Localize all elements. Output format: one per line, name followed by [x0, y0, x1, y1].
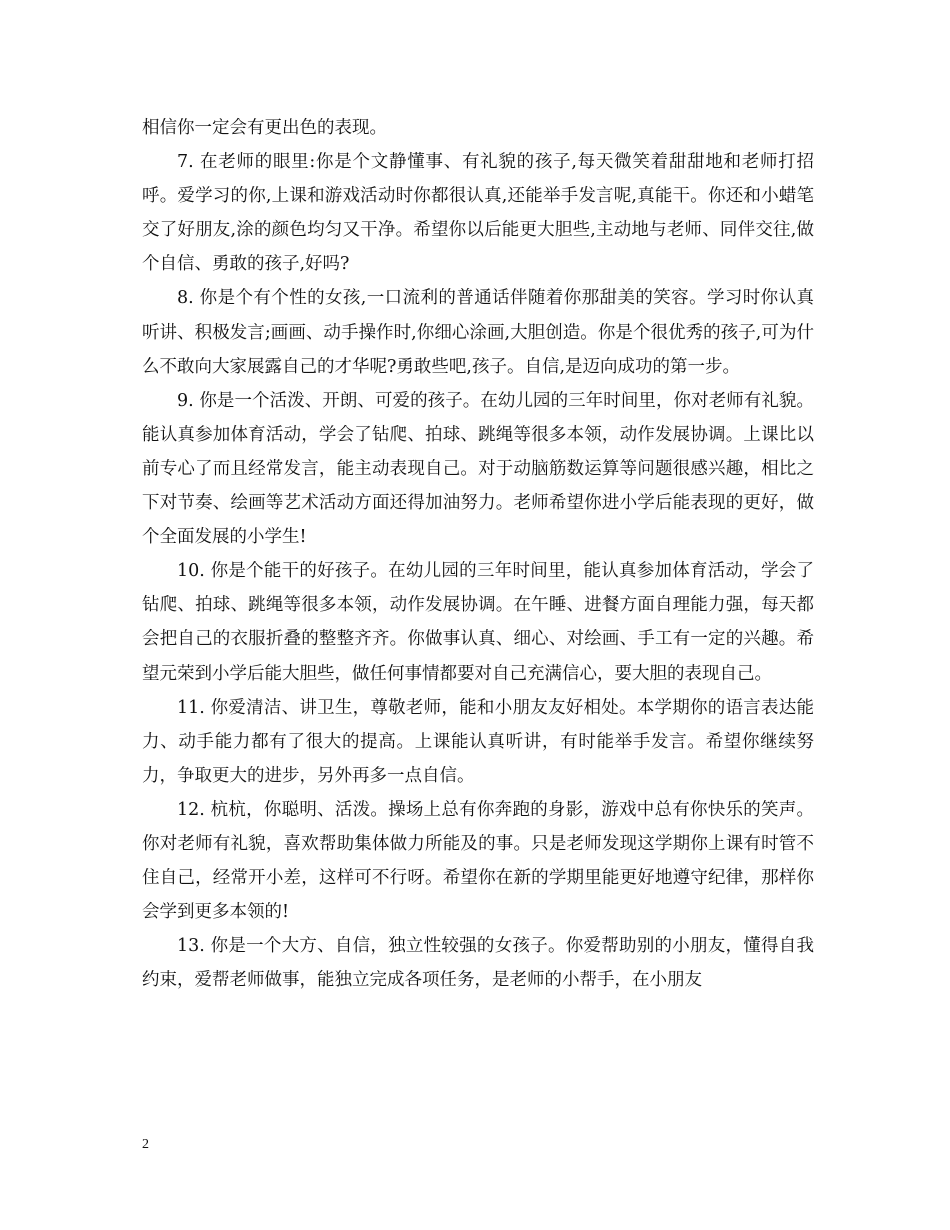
paragraph-13: 13. 你是一个大方、自信，独立性较强的女孩子。你爱帮助别的小朋友，懂得自我约束，爱帮老师做事，能独立完成各项任务，是老师的小帮手，在小朋友 [142, 936, 814, 991]
paragraph-11: 11. 你爱清洁、讲卫生，尊敬老师，能和小朋友友好相处。本学期你的语言表达能力、动手能力都有了很大的提高。上课能认真听讲，有时能举手发言。希望你继续努力，争取更大的进步，另外再多一点自信。 [142, 697, 814, 786]
paragraph-10: 10. 你是个能干的好孩子。在幼儿园的三年时间里，能认真参加体育活动，学会了钻爬、拍球、跳绳等很多本领，动作发展协调。在午睡、进餐方面自理能力强，每天都会把自己的衣服折叠的整整齐齐。你做事认真、细心、对绘画、手工有一定的兴趣。希望元荣到小学后能大胆些，做任何事情都要对自己充满信心，要大胆的表现自己。 [142, 561, 814, 684]
paragraph-continuation: 相信你一定会有更出色的表现。 [142, 118, 387, 138]
paragraph-9: 9. 你是一个活泼、开朗、可爱的孩子。在幼儿园的三年时间里，你对老师有礼貌。能认真参加体育活动，学会了钻爬、拍球、跳绳等很多本领，动作发展协调。上课比以前专心了而且经常发言，能主动表现自己。对于动脑筋数运算等问题很感兴趣，相比之下对节奏、绘画等艺术活动方面还得加油努力。老师希望你进小学后能表现的更好，做个全面发展的小学生! [142, 390, 814, 548]
paragraph-12: 12. 杭杭，你聪明、活泼。操场上总有你奔跑的身影，游戏中总有你快乐的笑声。你对老师有礼貌，喜欢帮助集体做力所能及的事。只是老师发现这学期你上课有时管不住自己，经常开小差，这样可不行呀。希望你在新的学期里能更好地遵守纪律，那样你会学到更多本领的! [142, 799, 814, 923]
document-body [142, 111, 814, 997]
page-number: 2 [142, 1137, 149, 1152]
paragraph-8: 8. 你是个有个性的女孩,一口流利的普通话伴随着你那甜美的笑容。学习时你认真听讲、积极发言;画画、动手操作时,你细心涂画,大胆创造。你是个很优秀的孩子,可为什么不敢向大家展露自己的才华呢?勇敢些吧,孩子。自信,是迈向成功的第一步。 [142, 288, 814, 377]
paragraph-7: 7. 在老师的眼里:你是个文静懂事、有礼貌的孩子,每天微笑着甜甜地和老师打招呼。爱学习的你,上课和游戏活动时你都很认真,还能举手发言呢,真能干。你还和小蜡笔交了好朋友,涂的颜色均匀又干净。希望你以后能更大胆些,主动地与老师、同伴交往,做个自信、勇敢的孩子,好吗? [142, 152, 814, 275]
